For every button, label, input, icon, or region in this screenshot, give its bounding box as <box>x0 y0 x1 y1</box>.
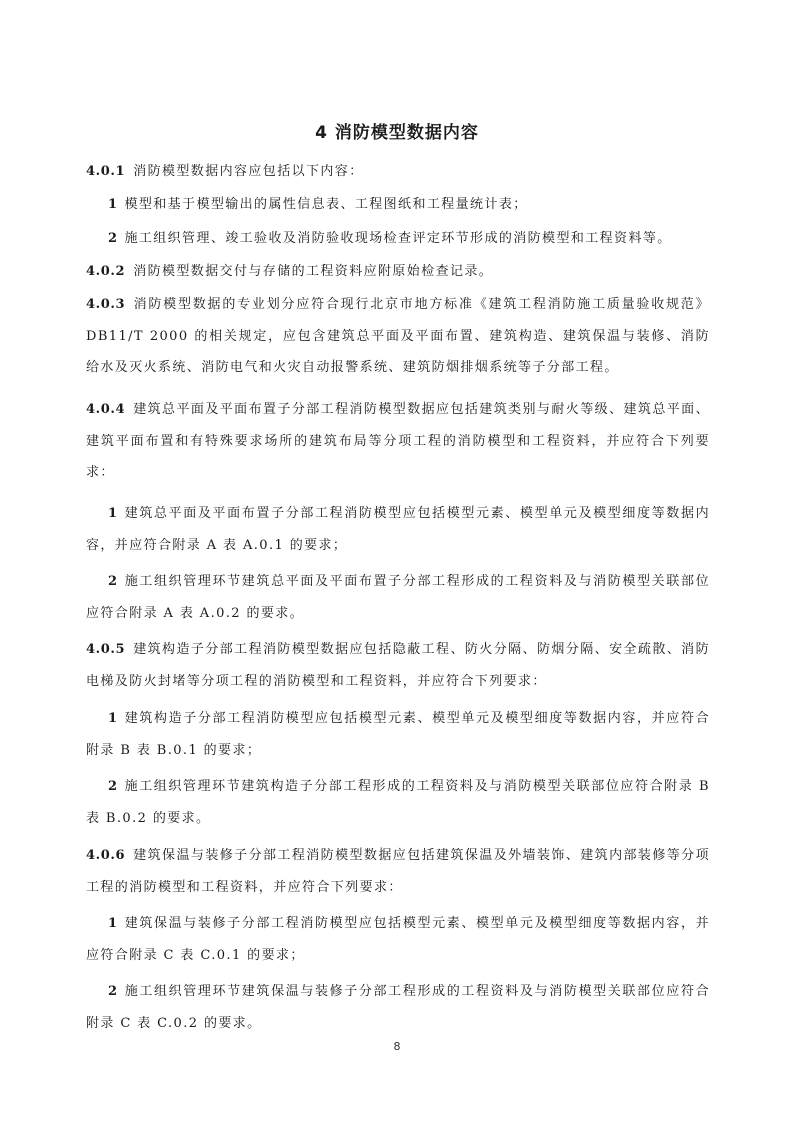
chapter-title: 4 消防模型数据内容 <box>315 123 479 143</box>
clause-number: 4.0.2 <box>86 264 126 279</box>
clause-4-0-1-item-1 <box>86 189 710 221</box>
clause-4-0-5-item-2 <box>86 771 710 834</box>
item-number: 1 <box>108 711 119 726</box>
item-text: 建筑构造子分部工程消防模型应包括模型元素、模型单元及模型细度等数据内容，并应符合附录 B 表 B.0.1 的要求； <box>86 711 710 758</box>
item-number: 2 <box>108 779 119 794</box>
item-number: 1 <box>108 506 119 521</box>
item-text: 施工组织管理环节建筑保温与装修子分部工程形成的工程资料及与消防模型关联部位应符合附录 C 表 C.0.2 的要求。 <box>86 984 710 1031</box>
clause-4-0-5-item-1 <box>86 703 710 766</box>
item-number: 1 <box>108 197 119 212</box>
item-text: 施工组织管理、竣工验收及消防验收现场检查评定环节形成的消防模型和工程资料等。 <box>124 231 672 246</box>
clause-4-0-6 <box>86 840 710 903</box>
clause-4-0-1-item-2 <box>86 223 710 255</box>
clause-4-0-4-item-1 <box>86 498 710 561</box>
item-number: 2 <box>108 574 119 589</box>
clause-text: 建筑保温与装修子分部工程消防模型数据应包括建筑保温及外墙装饰、建筑内部装修等分项工程的消防模型和工程资料，并应符合下列要求： <box>86 848 710 895</box>
clause-text: 消防模型数据内容应包括以下内容： <box>133 164 364 179</box>
item-text: 施工组织管理环节建筑总平面及平面布置子分部工程形成的工程资料及与消防模型关联部位应符合附录 A 表 A.0.2 的要求。 <box>86 574 710 621</box>
item-number: 2 <box>108 984 119 999</box>
clause-number: 4.0.5 <box>86 642 126 657</box>
clause-text: 消防模型数据的专业划分应符合现行北京市地方标准《建筑工程消防施工质量验收规范》DB11/T 2000 的相关规定，应包含建筑总平面及平面布置、建筑构造、建筑保温与装修、消防给水及灭火系统、消防电气和火灾自动报警系统、建筑防烟排烟系统等子分部工程。 <box>86 297 710 375</box>
item-text: 模型和基于模型输出的属性信息表、工程图纸和工程量统计表； <box>124 197 528 212</box>
clause-4-0-4-item-2 <box>86 566 710 629</box>
clause-4-0-1 <box>86 156 710 188</box>
clause-4-0-6-item-1 <box>86 908 710 971</box>
clause-4-0-3 <box>86 289 710 384</box>
clause-text: 建筑构造子分部工程消防模型数据应包括隐蔽工程、防火分隔、防烟分隔、安全疏散、消防电梯及防火封堵等分项工程的消防模型和工程资料，并应符合下列要求： <box>86 642 710 689</box>
clause-4-0-4 <box>86 394 710 489</box>
clause-number: 4.0.1 <box>86 164 126 179</box>
clause-number: 4.0.3 <box>86 297 126 312</box>
clause-number: 4.0.4 <box>86 402 126 417</box>
clause-text: 消防模型数据交付与存储的工程资料应附原始检查记录。 <box>133 264 494 279</box>
item-number: 2 <box>108 231 119 246</box>
item-number: 1 <box>108 916 119 931</box>
page-number: 8 <box>393 1040 401 1053</box>
clause-4-0-2 <box>86 256 710 288</box>
clause-text: 建筑总平面及平面布置子分部工程消防模型数据应包括建筑类别与耐火等级、建筑总平面、建筑平面布置和有特殊要求场所的建筑布局等分项工程的消防模型和工程资料，并应符合下列要求： <box>86 402 710 480</box>
item-text: 施工组织管理环节建筑构造子分部工程形成的工程资料及与消防模型关联部位应符合附录 B 表 B.0.2 的要求。 <box>86 779 710 826</box>
item-text: 建筑保温与装修子分部工程消防模型应包括模型元素、模型单元及模型细度等数据内容，并应符合附录 C 表 C.0.1 的要求； <box>86 916 710 963</box>
clause-4-0-6-item-2 <box>86 976 710 1039</box>
clause-number: 4.0.6 <box>86 848 126 863</box>
item-text: 建筑总平面及平面布置子分部工程消防模型应包括模型元素、模型单元及模型细度等数据内容，并应符合附录 A 表 A.0.1 的要求； <box>86 506 710 553</box>
clause-4-0-5 <box>86 634 710 697</box>
